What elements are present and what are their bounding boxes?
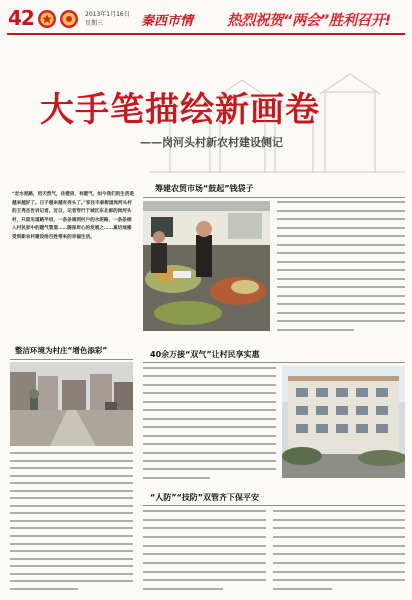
intro-paragraph: “走水泥路，用天然气，住楼房，有暖气，如今我们的生活是越来越好了。日子越来越有奔头了。”家住丰泰街道岗河头村的王秀杰告诉记者。近日，记者穿行于城区东北部的岗河头村，只留见道路平坦，一条条通到村户的水泥路，一条条倾入村民家中的暖气管道……随保岸心的发展之……真切地感受到新农村建设给百姓带来的幸福生活。 <box>12 192 135 240</box>
emblem-icon <box>37 9 57 29</box>
street-photo <box>10 362 133 446</box>
security-body-continued <box>273 510 405 590</box>
divider <box>143 197 405 198</box>
divider <box>143 362 405 363</box>
housing-body <box>143 367 276 479</box>
emblem-icon <box>59 9 79 29</box>
issue-date: 2013年1月16日 <box>85 11 130 18</box>
building-photo <box>282 366 405 478</box>
housing-heading: 40余万接“双气”让村民享实惠 <box>150 350 260 359</box>
environment-heading: 整洁环境为村庄“增色添彩” <box>15 346 108 355</box>
headline-title: 大手笔描绘新画卷 <box>40 90 320 130</box>
divider <box>143 505 405 506</box>
village-illustration <box>150 42 405 192</box>
section-name: 秦西市情 <box>141 14 194 29</box>
market-body <box>277 201 405 331</box>
security-body <box>143 510 266 590</box>
market-photo <box>143 201 270 331</box>
page-header <box>0 0 412 38</box>
environment-body <box>10 452 133 590</box>
security-heading: “人防”“技防”双管齐下保平安 <box>150 493 260 502</box>
market-heading: 筹建农贸市场“鼓起”钱袋子 <box>155 184 254 193</box>
headline-subtitle: ——岗河头村新农村建设侧记 <box>140 136 283 149</box>
page-number: 42 <box>8 6 34 30</box>
issue-weekday: 星期三 <box>85 20 104 27</box>
congress-banner: 热烈祝贺“两会”胜利召开! <box>227 13 391 29</box>
header-rule <box>7 33 405 35</box>
divider <box>10 359 133 360</box>
